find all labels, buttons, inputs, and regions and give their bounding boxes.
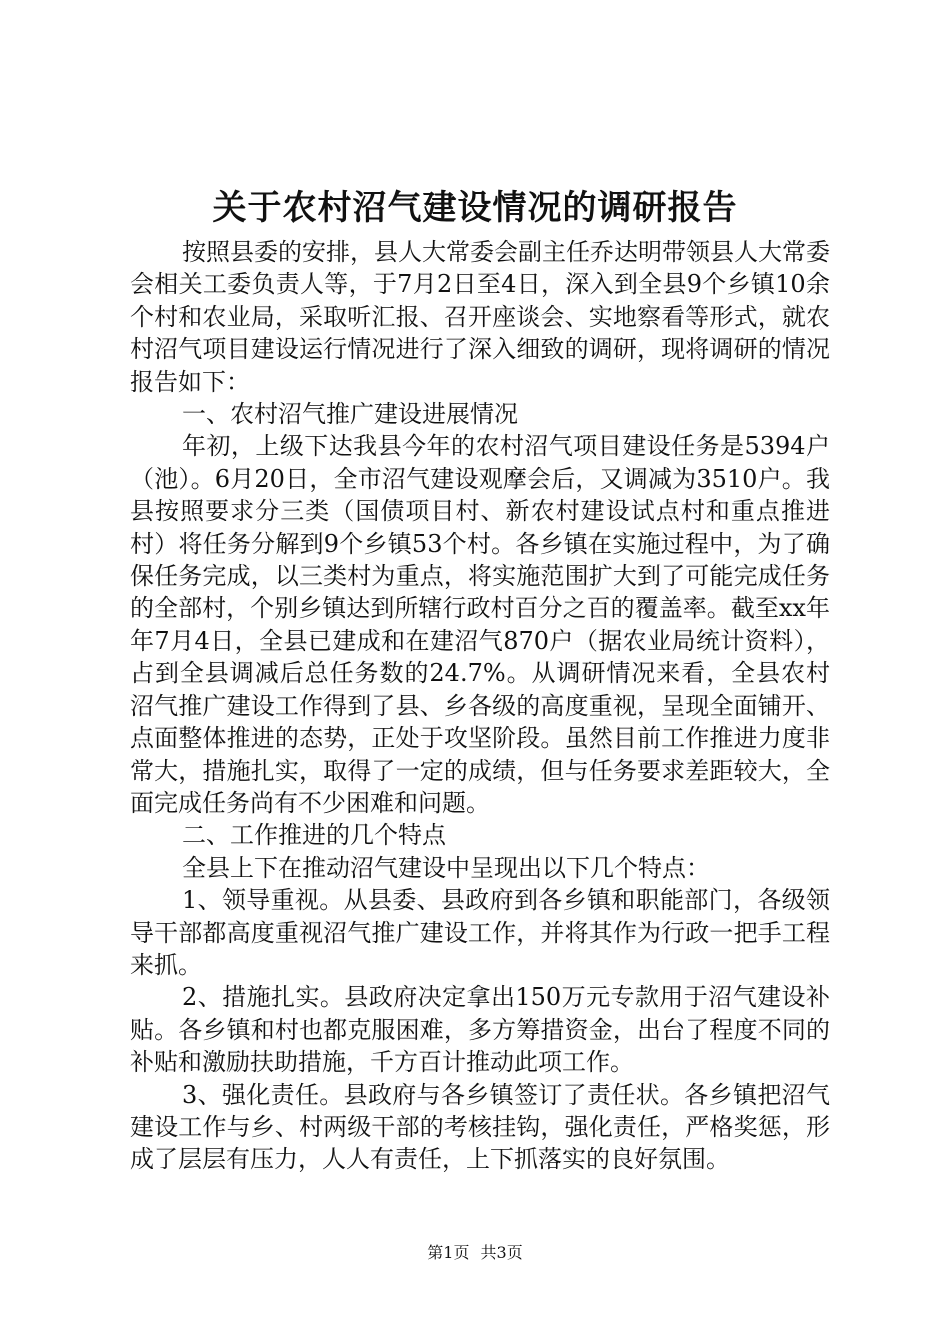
section-heading-1: 一、农村沼气推广建设进展情况 <box>182 400 518 429</box>
paragraph-features-intro: 全县上下在推动沼气建设中呈现出以下几个特点： <box>182 853 710 882</box>
paragraph-feature-1: 1、领导重视。从县委、县政府到各乡镇和职能部门，各级领导干部都高度重视沼气推广建设工作，并将其作为行政一把手工程来抓。 <box>130 886 830 979</box>
paragraph-feature-2: 2、措施扎实。县政府决定拿出150万元专款用于沼气建设补贴。各乡镇和村也都克服困难，多方筹措资金，出台了程度不同的补贴和激励扶助措施，千方百计推动此项工作。 <box>130 983 830 1077</box>
paragraph-feature-3: 3、强化责任。县政府与各乡镇签订了责任状。各乡镇把沼气建设工作与乡、村两级干部的考核挂钩，强化责任，严格奖惩，形成了层层有压力，人人有责任，上下抓落实的良好氛围。 <box>130 1080 830 1174</box>
paragraph-progress: 年初，上级下达我县今年的农村沼气项目建设任务是5394户（池）。6月20日，全市沼气建设观摩会后，又调减为3510户。我县按照要求分三类（国债项目村、新农村建设试点村和重点推进村）将任务分解到9个乡镇53个村。各乡镇在实施过程中，为了确保任务完成，以三类村为重点，将实施范围扩大到了可能完成任务的全部村，个别乡镇达到所辖行政村百分之百的覆盖率。截至xx年年7月4日，全县已建成和在建沼气870户（据农业局统计资料），占到全县调减后总任务数的24.7%。从调研情况来看，全县农村沼气推广建设工作得到了县、乡各级的高度重视，呈现全面铺开、点面整体推进的态势，正处于攻坚阶段。虽然目前工作推进力度非常大，措施扎实，取得了一定的成绩，但与任务要求差距较大，全面完成任务尚有不少困难和问题。 <box>130 432 830 817</box>
section-heading-2: 二、工作推进的几个特点 <box>182 821 446 850</box>
page-number-footer: 第1页 共3页 <box>427 1243 523 1262</box>
document-title: 关于农村沼气建设情况的调研报告 <box>212 188 738 228</box>
document-body <box>130 236 830 1176</box>
paragraph-intro: 按照县委的安排，县人大常委会副主任乔达明带领县人大常委会相关工委负责人等，于7月2日至4日，深入到全县9个乡镇10余个村和农业局，采取听汇报、召开座谈会、实地察看等形式，就农村沼气项目建设运行情况进行了深入细致的调研，现将调研的情况报告如下： <box>130 238 830 396</box>
